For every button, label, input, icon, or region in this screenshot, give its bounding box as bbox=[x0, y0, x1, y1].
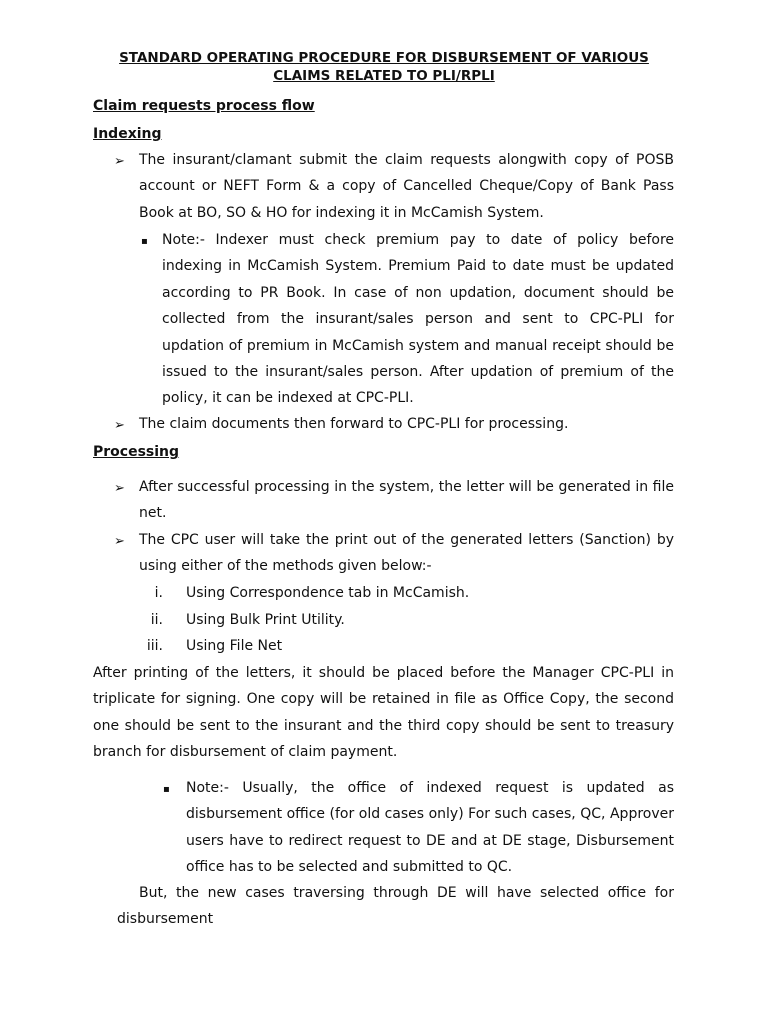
indexing-note: Note:- Indexer must check premium pay to date of policy before indexing in McCamish System. Premium Paid to date must be updated according to PR Book. In case of non updation, document should be collected from the insurant/sales person and sent to CPC-PLI for updation of premium in McCamish system and manual receipt should be issued to the insurant/sales person. After updation of premium of the policy, it can be indexed at CPC-PLI. bbox=[162, 232, 674, 407]
indexing-bullet-1: The insurant/clamant submit the claim requests alongwith copy of POSB account or NEFT Form & a copy of Cancelled Cheque/Copy of Bank Pass Book at BO, SO & HO for indexing it in McCamish System. bbox=[139, 152, 674, 221]
square-bullet-icon: ▪ bbox=[141, 236, 148, 247]
indexing-heading: Indexing bbox=[93, 126, 162, 142]
method-item: Using Correspondence tab in McCamish. bbox=[186, 585, 470, 601]
processing-bullet-2: The CPC user will take the print out of the generated letters (Sanction) by using either of the methods given below:- bbox=[139, 532, 674, 575]
after-printing-paragraph: After printing of the letters, it should be placed before the Manager CPC-PLI in triplicate for signing. One copy will be retained in file as Office Copy, the second one should be sent to the insurant and the third copy should be sent to treasury branch for disbursement of claim payment. bbox=[93, 665, 674, 761]
arrow-bullet-icon: ➢ bbox=[114, 418, 125, 433]
closing-paragraph: But, the new cases traversing through DE will have selected office for disbursement bbox=[117, 885, 674, 928]
indexing-bullet-2: The claim documents then forward to CPC-PLI for processing. bbox=[139, 416, 569, 432]
title-line-1: STANDARD OPERATING PROCEDURE FOR DISBURSEMENT OF VARIOUS bbox=[119, 50, 649, 66]
method-number: ii. bbox=[150, 612, 163, 628]
disbursement-note: Note:- Usually, the office of indexed request is updated as disbursement office (for old cases only) For such cases, QC, Approver users have to redirect request to DE and at DE stage, Disbursement office has to be selected and submitted to QC. bbox=[186, 780, 674, 876]
arrow-bullet-icon: ➢ bbox=[114, 534, 125, 549]
arrow-bullet-icon: ➢ bbox=[114, 154, 125, 169]
method-number: i. bbox=[154, 585, 163, 601]
method-number: iii. bbox=[146, 638, 163, 654]
arrow-bullet-icon: ➢ bbox=[114, 481, 125, 496]
processing-heading: Processing bbox=[93, 444, 180, 460]
square-bullet-icon: ▪ bbox=[163, 784, 170, 795]
document-title bbox=[93, 49, 675, 85]
method-item: Using File Net bbox=[186, 638, 283, 654]
method-item: Using Bulk Print Utility. bbox=[186, 612, 345, 628]
processing-bullet-1: After successful processing in the system, the letter will be generated in file net. bbox=[139, 479, 674, 522]
title-line-2: CLAIMS RELATED TO PLI/RPLI bbox=[273, 68, 495, 84]
flow-heading: Claim requests process flow bbox=[93, 98, 315, 114]
